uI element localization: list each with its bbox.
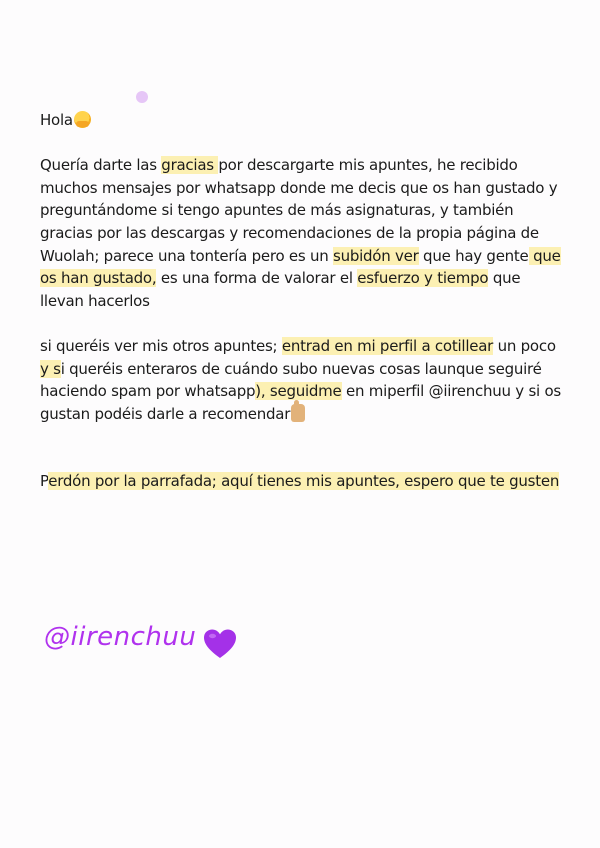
signature-handle: @iirenchuu — [44, 622, 197, 652]
greeting-text: Hola — [40, 111, 73, 129]
paragraph-thanks-text-2: por descargarte mis apuntes, he recibido muchos mensajes por whatsapp donde me decis que os han gustado y preguntándome si tengo apuntes de más asignaturas, y también gracias por las descargas y recomendaciones de la propia página de Wuolah; parece una tontería pero es un — [40, 156, 558, 265]
paragraph-closing-text-1: P — [40, 472, 49, 491]
paragraph-thanks-text-3: que hay gente — [418, 246, 529, 265]
paragraph-profile-text-4: en miperfil @iirenchuu y si os gustan podéis darle a recomendar — [40, 382, 561, 423]
paragraph-profile-text-2: un poco — [493, 336, 556, 355]
greeting-line — [40, 109, 568, 132]
highlight-seguidme: ), seguidme — [255, 382, 342, 401]
paragraph-thanks-text-5: que llevan hacerlos — [40, 269, 521, 310]
paragraph-thanks-text-1: Quería darte las — [40, 156, 162, 175]
highlight-gracias: gracias — [161, 156, 219, 175]
paragraph-thanks-text-4: es una forma de valorar el — [156, 269, 358, 288]
paragraph-profile-text-1: si queréis ver mis otros apuntes; — [40, 336, 282, 355]
paragraph-closing — [40, 470, 568, 493]
thumbs-up-icon — [291, 404, 305, 422]
highlight-gustado: que os han gustado, — [40, 246, 561, 288]
letter-body — [40, 109, 568, 493]
highlight-closing: erdón por la parrafada; aquí tienes mis apuntes, espero que te gusten — [48, 472, 560, 491]
paragraph-profile-text-3: i queréis enteraros de cuándo subo nuevas cosas launque seguiré haciendo spam por whatsapp — [40, 359, 542, 401]
highlight-subidon: subidón ver — [333, 246, 419, 265]
highlight-esfuerzo: esfuerzo y tiempo — [357, 269, 489, 288]
decorative-dot — [136, 91, 148, 103]
paragraph-thanks — [40, 154, 568, 312]
purple-heart-icon — [203, 628, 237, 660]
paragraph-profile — [40, 335, 568, 425]
hugging-face-icon — [74, 111, 91, 128]
highlight-perfil: entrad en mi perfil a cotillear — [281, 336, 494, 355]
highlight-ys: y s — [40, 359, 61, 378]
